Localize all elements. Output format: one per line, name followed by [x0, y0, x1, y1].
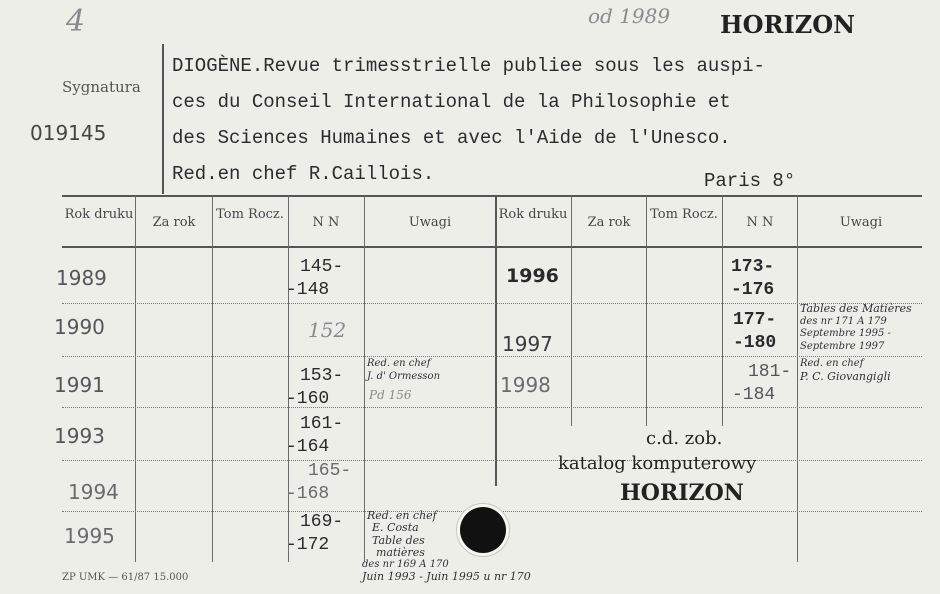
issue-start: 165-: [308, 461, 352, 481]
pencil-date: od 1989: [588, 4, 671, 28]
issue-start: 169-: [300, 512, 344, 532]
note-line: J. d' Ormesson: [367, 371, 441, 382]
note-line: P. C. Giovangigli: [800, 370, 891, 383]
issue-end: -164: [286, 437, 330, 457]
issue-start: 173-: [731, 257, 775, 277]
sygnatura-number: 019145: [30, 121, 107, 145]
year-cell: 1997: [502, 332, 553, 356]
issue-start: 181-: [748, 362, 792, 382]
issue-end: -160: [286, 389, 330, 409]
col-rule: [722, 196, 723, 426]
card-title: HORIZON: [720, 10, 856, 39]
col-rule: [212, 196, 213, 562]
header-nn: N N: [746, 215, 774, 230]
row-rule: [62, 407, 922, 408]
issue-end: -180: [733, 333, 777, 353]
header-uwagi: Uwagi: [408, 215, 452, 230]
table-header-rule: [62, 246, 922, 248]
col-rule: [135, 196, 136, 562]
description: [172, 48, 765, 192]
issue-end: -176: [731, 280, 775, 300]
note-line: des nr 169 A 170: [362, 559, 449, 570]
header-za-rok: Za rok: [587, 215, 631, 230]
note-line: matières: [376, 546, 425, 559]
col-rule: [571, 196, 572, 426]
issue-end: -148: [286, 280, 330, 300]
year-cell: 1998: [500, 373, 551, 397]
note-line: Red. en chef: [800, 358, 864, 369]
issue-start: 145-: [300, 257, 344, 277]
punch-hole: [460, 507, 506, 553]
note-line: E. Costa: [372, 521, 419, 534]
row-rule: [62, 303, 922, 304]
col-rule: [364, 196, 365, 562]
year-cell: 1991: [54, 373, 105, 397]
crossref-line: c.d. zob.: [646, 428, 723, 449]
issue-start: 153-: [300, 366, 344, 386]
year-cell: 1989: [56, 266, 107, 290]
issue-end: -168: [286, 484, 330, 504]
header-nn: N N: [312, 215, 340, 230]
crossref-title: HORIZON: [620, 480, 744, 506]
description-line: DIOGÈNE.Revue trimesstrielle publiee sous les auspi-: [172, 55, 765, 77]
crossref-line: katalog komputerowy: [558, 453, 757, 474]
header-divider: [162, 44, 164, 194]
description-line: Red.en chef R.Caillois.: [172, 163, 435, 185]
issue-start: 177-: [733, 310, 777, 330]
header-rok-druku: Rok druku: [64, 207, 134, 222]
note-line: Septembre 1995 -: [800, 328, 891, 339]
year-cell: 1994: [68, 480, 119, 504]
year-cell: 1990: [54, 315, 105, 339]
issue-end: -172: [286, 535, 330, 555]
note-line: Red. en chef: [367, 358, 431, 369]
note-line: Red. en chef: [367, 509, 437, 522]
col-rule-center: [495, 196, 497, 486]
note-line: Septembre 1997: [800, 341, 885, 352]
col-rule: [797, 196, 798, 562]
year-cell: 1996: [506, 265, 559, 287]
description-line: des Sciences Humaines et avec l'Aide de l'Unesco.: [172, 127, 731, 149]
issue-start: 152: [308, 318, 347, 342]
description-line: ces du Conseil International de la Philosophie et: [172, 91, 731, 113]
header-za-rok: Za rok: [152, 215, 196, 230]
header-rok-druku: Rok druku: [498, 207, 568, 222]
header-uwagi: Uwagi: [839, 215, 883, 230]
note-line: Tables des Matières: [800, 302, 912, 315]
place: Paris 8°: [704, 170, 796, 192]
table-top-rule: [62, 195, 922, 197]
issue-start: 161-: [300, 414, 344, 434]
row-rule: [62, 460, 922, 461]
issue-end: -184: [732, 385, 776, 405]
note-line: des nr 171 A 179: [800, 316, 887, 327]
note-line: Pd 156: [369, 388, 412, 402]
header-tom-rocz: Tom Rocz.: [216, 207, 284, 222]
year-cell: 1995: [64, 524, 115, 548]
year-cell: 1993: [54, 424, 105, 448]
row-rule: [62, 356, 922, 357]
col-rule: [646, 196, 647, 426]
note-line: Table des: [372, 534, 425, 547]
pencil-mark: 4: [66, 4, 86, 39]
footer-print-code: ZP UMK — 61/87 15.000: [62, 572, 189, 583]
sygnatura-label: Sygnatura: [62, 78, 141, 96]
note-line: Juin 1993 - Juin 1995 u nr 170: [362, 570, 531, 583]
col-rule: [288, 196, 289, 562]
header-tom-rocz: Tom Rocz.: [650, 207, 718, 222]
